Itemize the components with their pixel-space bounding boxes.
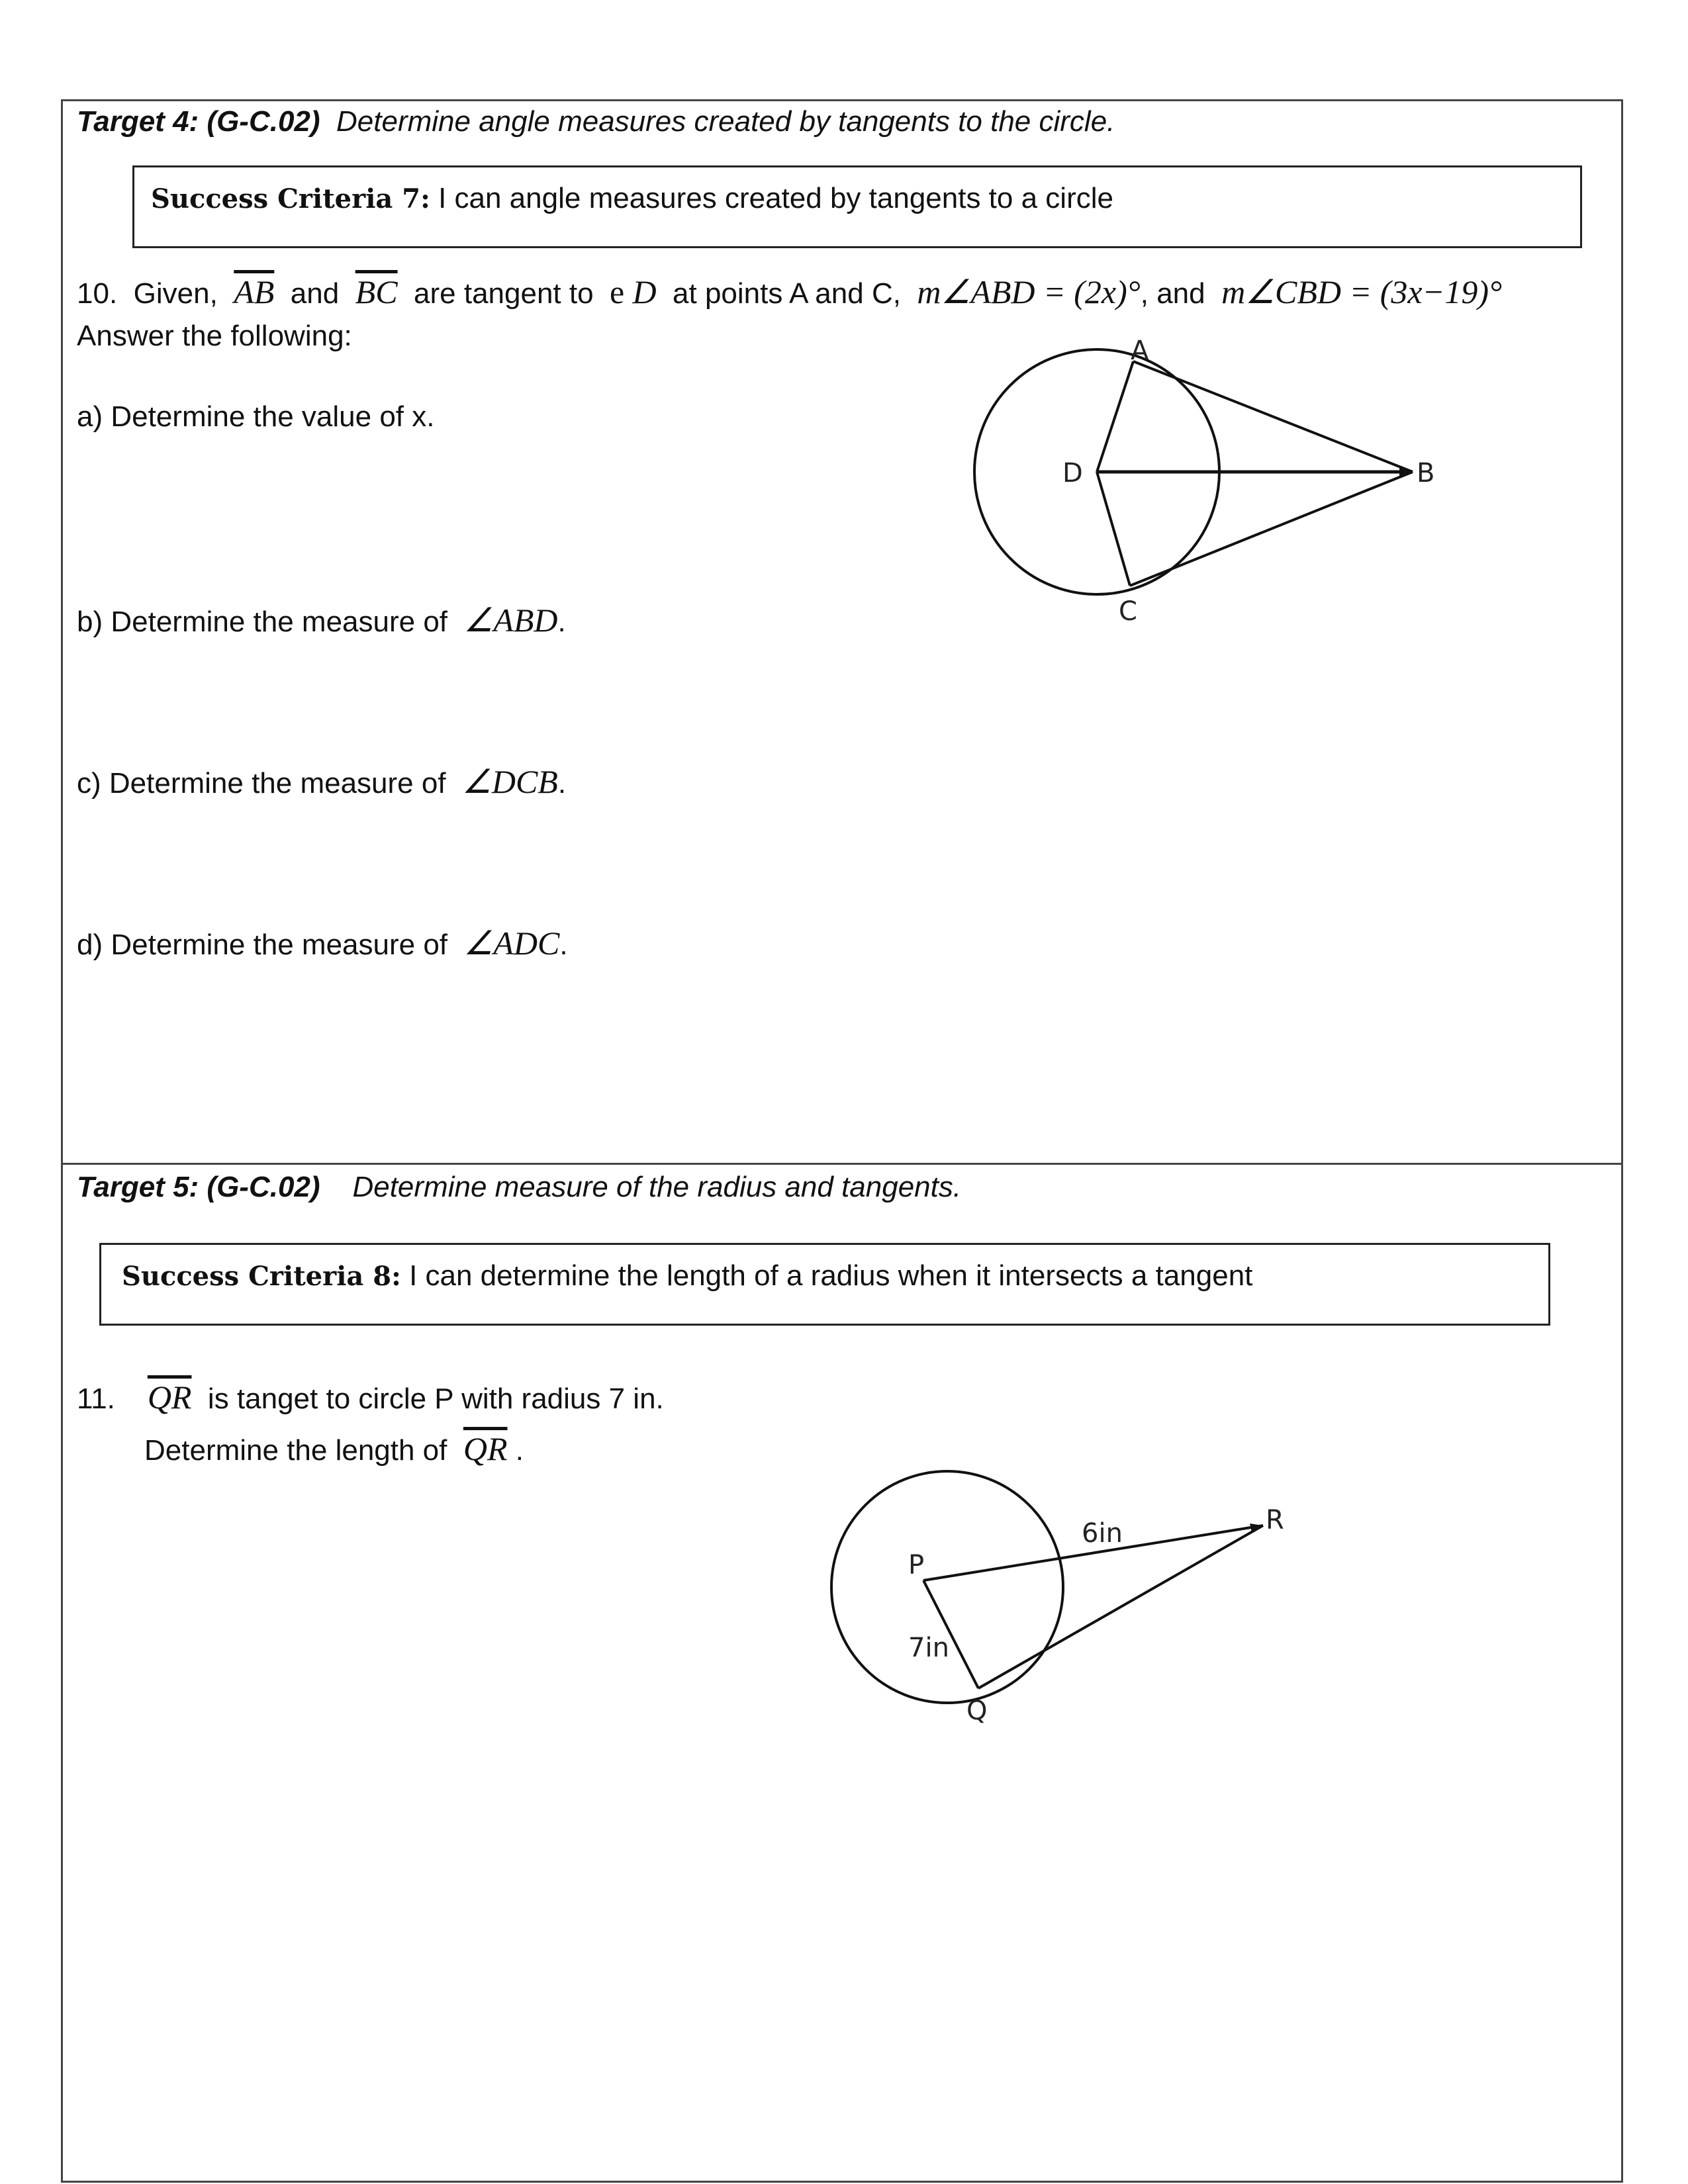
circle-p — [831, 1471, 1063, 1703]
tangent-cb — [1130, 472, 1413, 586]
circle-center-d: D — [632, 273, 657, 310]
segment-ab: $\overline{AB}$ — [234, 273, 275, 310]
radius-dc — [1097, 472, 1130, 586]
label-r: R — [1266, 1505, 1284, 1535]
tangent-diagram-q11 — [831, 1471, 1263, 1703]
segment-bc: $\overline{BC}$ — [355, 273, 398, 310]
q10-given: Given, — [133, 277, 218, 310]
target-5-label: Target 5: (G-C.02) — [77, 1171, 320, 1203]
tangent-diagram-q10 — [974, 349, 1413, 594]
q10-part-d-period: . — [559, 929, 568, 961]
label-a: A — [1131, 336, 1149, 366]
label-7in: 7in — [908, 1633, 949, 1663]
q10-answer-prompt: Answer the following: — [77, 320, 352, 352]
q10-number: 10. — [77, 277, 118, 310]
segment-qr-2: $\overline{QR}$ — [463, 1430, 508, 1467]
q11-prompt-text: Determine the length of — [144, 1434, 447, 1467]
success-criteria-8-text: I can determine the length of a radius when it intersects a tangent — [400, 1259, 1253, 1292]
tangent-ab — [1133, 361, 1413, 472]
q10-part-b-period: . — [557, 606, 566, 638]
label-p: P — [908, 1550, 925, 1580]
q10-part-d-prompt: d) Determine the measure of — [77, 929, 448, 961]
q10-part-c-period: . — [557, 767, 567, 799]
angle-cbd-expression: m∠CBD = (3x−19)° — [1221, 273, 1502, 310]
success-criteria-7-label: Success Criteria 7: — [151, 183, 430, 214]
label-d: D — [1062, 458, 1083, 488]
angle-abd: ∠ABD — [463, 602, 558, 639]
tangent-qr — [978, 1525, 1263, 1688]
q10-part-a: a) Determine the value of x. — [77, 400, 435, 433]
q10-part-c-prompt: c) Determine the measure of — [77, 767, 446, 799]
q11-number: 11. — [77, 1383, 115, 1415]
q10-part-b-prompt: b) Determine the measure of — [77, 606, 448, 638]
segment-qr: $\overline{QR}$ — [147, 1379, 192, 1416]
label-c: C — [1119, 596, 1137, 627]
q10-tangent-to: are tangent to — [414, 277, 594, 310]
q10-and-2: , and — [1140, 277, 1205, 310]
success-criteria-8-label: Success Criteria 8: — [122, 1261, 401, 1292]
angle-dcb: ∠DCB — [462, 763, 558, 800]
q10-at-points: at points A and C, — [673, 277, 901, 310]
q10-and: and — [290, 277, 340, 310]
target-4-label: Target 4: (G-C.02) — [77, 105, 320, 138]
angle-adc: ∠ADC — [463, 925, 560, 962]
label-b: B — [1417, 458, 1435, 488]
angle-abd-expression: m∠ABD = (2x)° — [917, 273, 1141, 310]
q11-prompt-period: . — [515, 1434, 524, 1467]
label-q: Q — [966, 1696, 988, 1726]
success-criteria-7-text: I can angle measures created by tangents to a circle — [430, 182, 1113, 214]
circle-symbol: e — [610, 273, 625, 310]
target-5-description: Determine measure of the radius and tangents. — [352, 1171, 962, 1203]
target-4-description: Determine angle measures created by tangents to the circle. — [336, 105, 1115, 138]
label-6in: 6in — [1082, 1518, 1123, 1549]
q11-statement-text: is tanget to circle P with radius 7 in. — [207, 1383, 664, 1415]
radius-da — [1097, 361, 1133, 472]
